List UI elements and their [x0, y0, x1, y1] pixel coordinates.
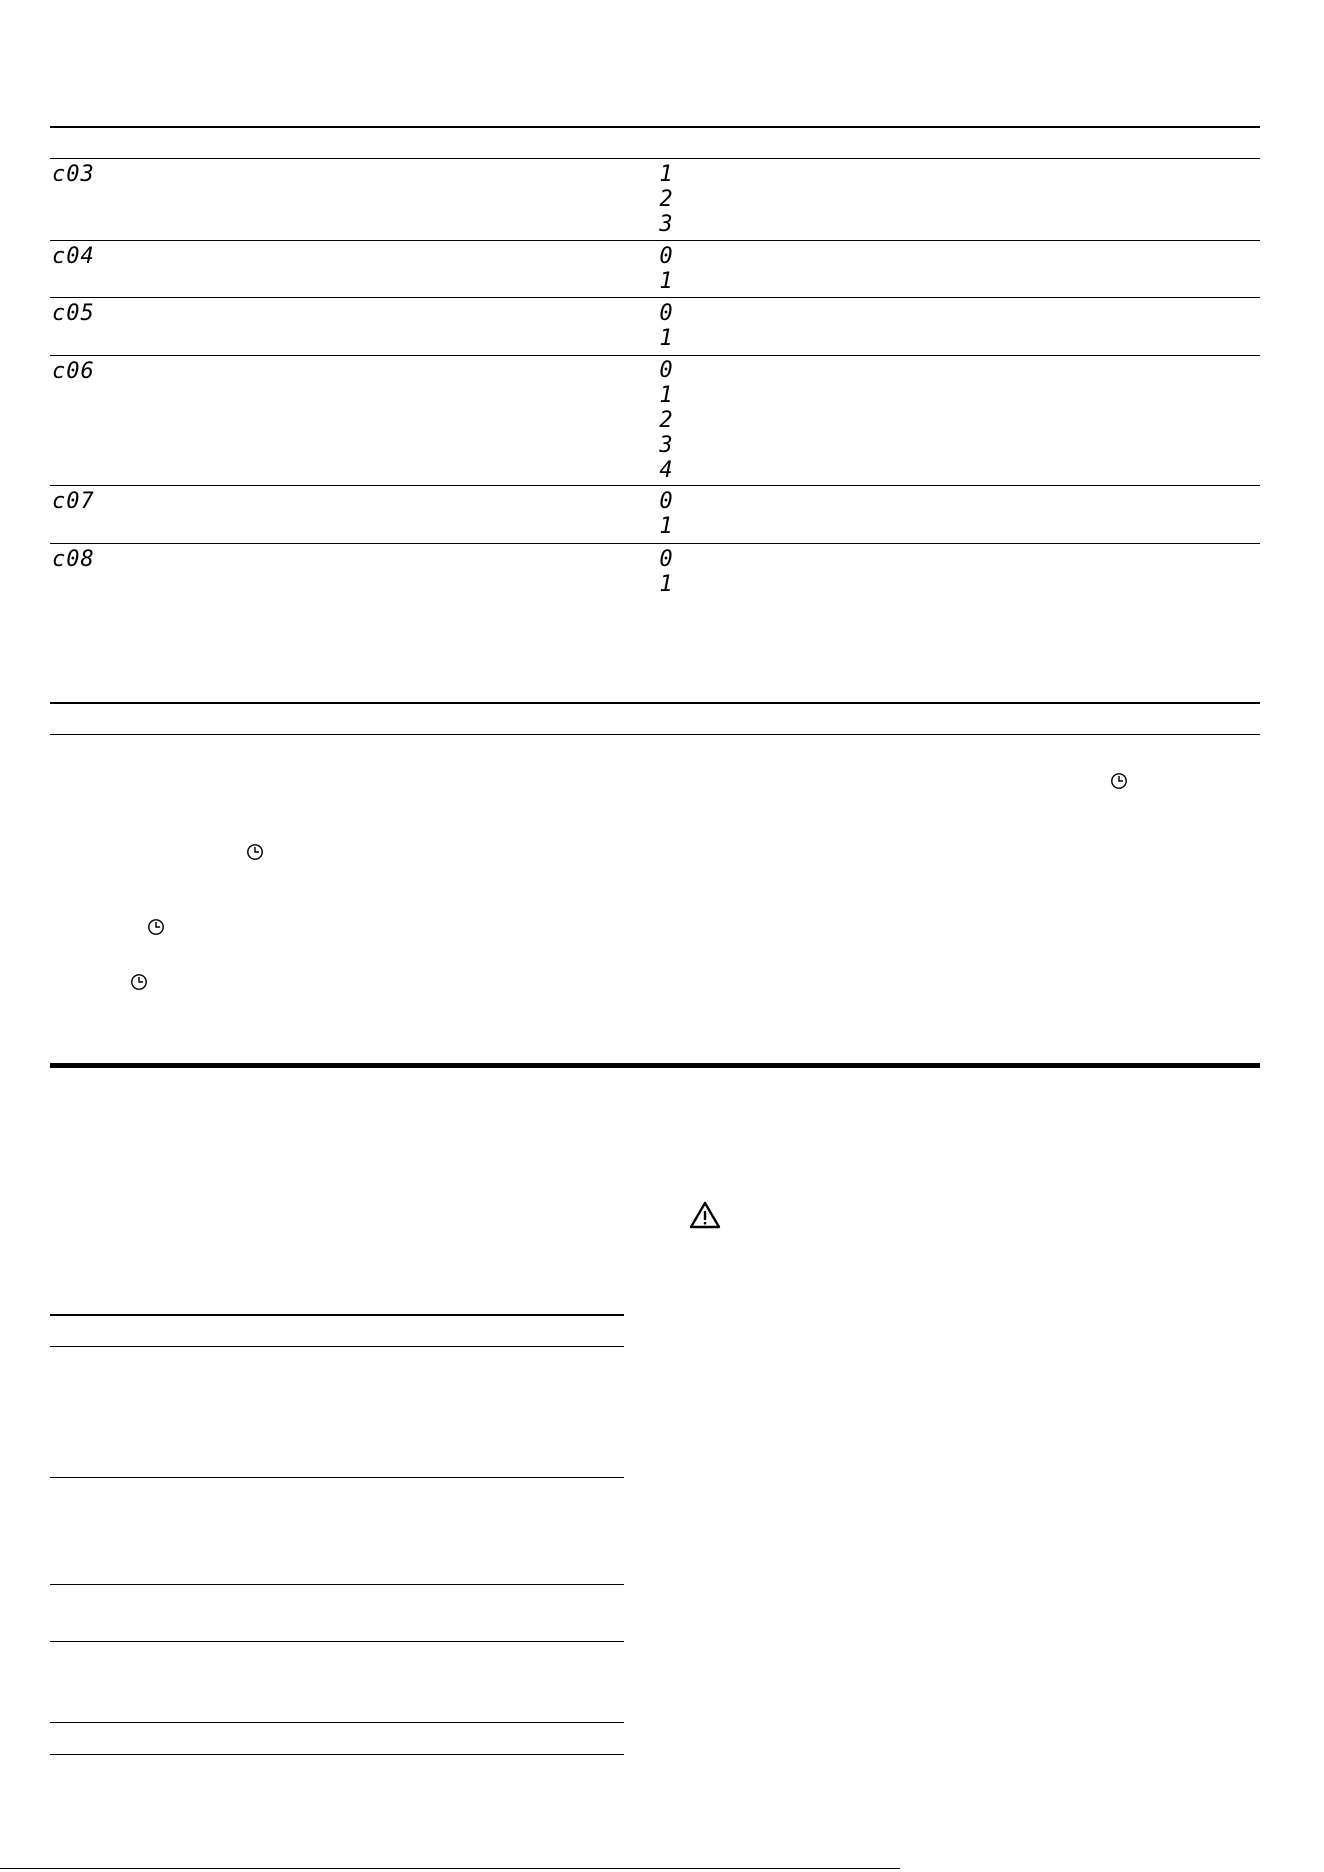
- page-footer-rule: [0, 1868, 900, 1869]
- setting-value: 1: [659, 572, 673, 597]
- table-row-rule: [50, 240, 1260, 241]
- setting-code: c08: [52, 547, 95, 572]
- setting-value: 1: [659, 162, 673, 187]
- setting-value: 1: [659, 514, 673, 539]
- setting-value: 1: [659, 269, 673, 294]
- setting-value: 0: [659, 301, 673, 326]
- setting-code: c05: [52, 301, 95, 326]
- setting-code: c06: [52, 359, 95, 384]
- setting-value: 2: [659, 187, 673, 212]
- setting-value: 4: [659, 458, 673, 483]
- setting-values: [656, 489, 676, 539]
- setting-value: 0: [659, 489, 673, 514]
- table3-header-rule: [50, 1346, 624, 1347]
- setting-values: [656, 162, 676, 237]
- table3-row-rule: [50, 1722, 624, 1723]
- setting-value: 0: [659, 244, 673, 269]
- table3-row-rule: [50, 1641, 624, 1642]
- table-top-rule: [50, 126, 1260, 128]
- table-row-rule: [50, 543, 1260, 544]
- table-row-rule: [50, 485, 1260, 486]
- warning-triangle-icon: [688, 1200, 722, 1230]
- setting-value: 1: [659, 383, 673, 408]
- setting-value: 1: [659, 326, 673, 351]
- table3-row-rule: [50, 1477, 624, 1478]
- table-row-rule: [50, 297, 1260, 298]
- table-header-rule: [50, 158, 1260, 159]
- table2-top-rule: [50, 702, 1260, 704]
- setting-code: c04: [52, 244, 95, 269]
- clock-icon: [130, 973, 148, 991]
- table3-row-rule: [50, 1584, 624, 1585]
- table3-top-rule: [50, 1314, 624, 1316]
- setting-value: 3: [659, 433, 673, 458]
- setting-value: 0: [659, 547, 673, 572]
- clock-icon: [147, 918, 165, 936]
- setting-value: 0: [659, 358, 673, 383]
- setting-values: [656, 358, 676, 483]
- section-divider: [50, 1063, 1260, 1068]
- setting-value: 3: [659, 212, 673, 237]
- clock-icon: [246, 843, 264, 861]
- table3-bottom-rule: [50, 1754, 624, 1755]
- table-row-rule: [50, 355, 1260, 356]
- clock-icon: [1110, 772, 1128, 790]
- setting-code: c07: [52, 489, 95, 514]
- table2-header-rule: [50, 734, 1260, 735]
- setting-values: [656, 547, 676, 597]
- setting-code: c03: [52, 162, 95, 187]
- setting-value: 2: [659, 408, 673, 433]
- setting-values: [656, 244, 676, 294]
- setting-values: [656, 301, 676, 351]
